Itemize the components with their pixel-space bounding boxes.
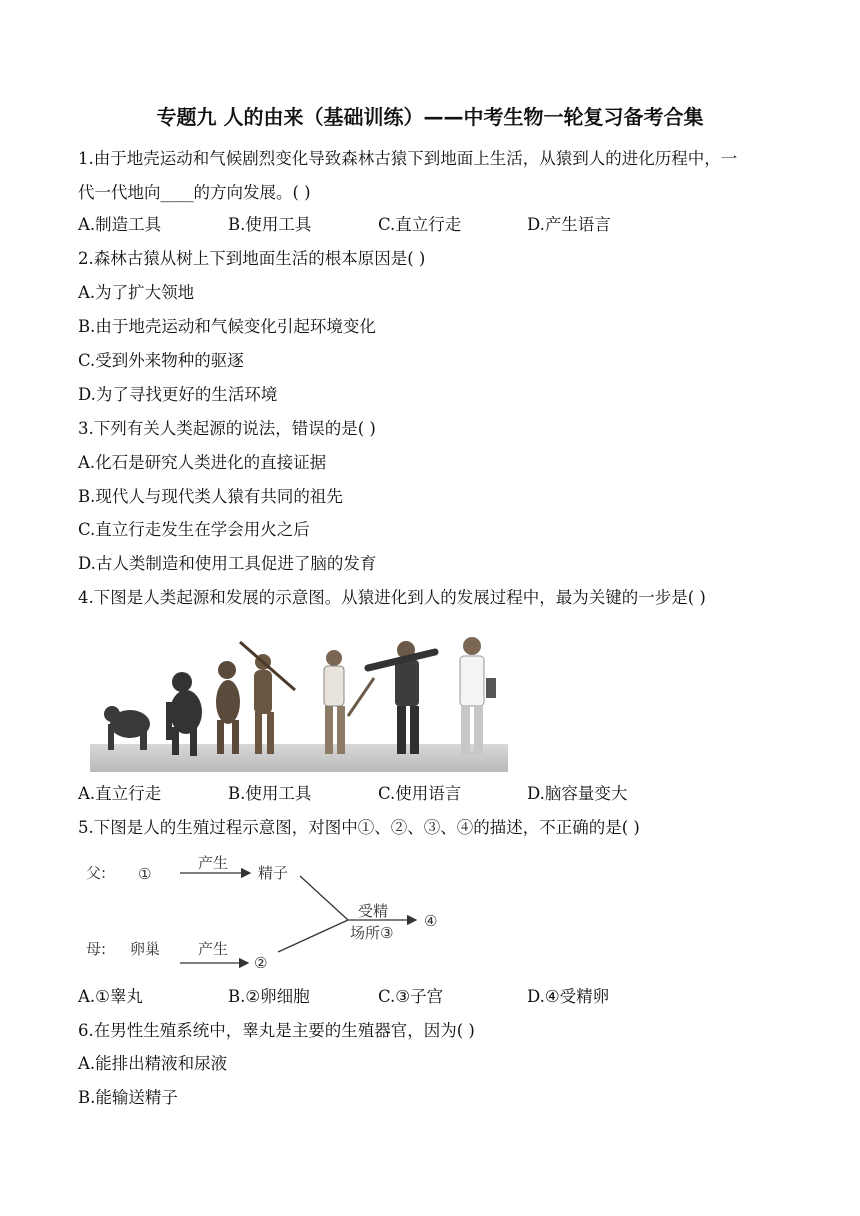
question-6-stem: 6.在男性生殖系统中，睾丸是主要的生殖器官，因为( ): [78, 1021, 475, 1040]
question-3-option-d: D.古人类制造和使用工具促进了脑的发育: [78, 554, 377, 573]
question-4-option-a: A.直立行走: [78, 784, 162, 803]
question-2-option-c: C.受到外来物种的驱逐: [78, 351, 244, 370]
question-3-option-c: C.直立行走发生在学会用火之后: [78, 520, 310, 539]
mother-label: 母:: [86, 940, 107, 958]
produce-label-top: 产生: [198, 854, 229, 872]
reproduction-diagram: [80, 850, 460, 975]
question-5-option-c: C.③子宫: [378, 987, 444, 1006]
father-label: 父:: [86, 864, 107, 882]
question-1-option-a: A.制造工具: [78, 215, 162, 234]
circle-two-label: ②: [254, 954, 268, 972]
question-4-option-c: C.使用语言: [378, 784, 462, 803]
question-4-stem: 4.下图是人类起源和发展的示意图。从猿进化到人的发展过程中，最为关键的一步是( ): [78, 588, 706, 607]
question-2-option-d: D.为了寻找更好的生活环境: [78, 385, 278, 404]
circle-one-label: ①: [138, 865, 152, 883]
question-5-option-d: D.④受精卵: [527, 987, 610, 1006]
question-2-option-a: A.为了扩大领地: [78, 283, 195, 302]
question-3-stem: 3.下列有关人类起源的说法，错误的是( ): [78, 419, 376, 438]
question-6-option-a: A.能排出精液和尿液: [78, 1054, 228, 1073]
question-2-option-b: B.由于地壳运动和气候变化引起环境变化: [78, 317, 376, 336]
question-4-option-d: D.脑容量变大: [527, 784, 628, 803]
site-label: 场所③: [350, 924, 394, 942]
fertilization-label: 受精: [358, 902, 389, 920]
question-5-option-a: A.①睾丸: [78, 987, 143, 1006]
question-3-option-b: B.现代人与现代类人猿有共同的祖先: [78, 487, 343, 506]
circle-four-label: ④: [424, 912, 438, 930]
question-5-option-b: B.②卵细胞: [228, 987, 310, 1006]
sperm-label: 精子: [258, 864, 289, 882]
question-6-option-b: B.能输送精子: [78, 1088, 178, 1107]
question-1-option-c: C.直立行走: [378, 215, 462, 234]
question-1-stem-line2: 代一代地向____的方向发展。( ): [78, 183, 311, 202]
evolution-illustration: [90, 632, 508, 772]
question-1-option-d: D.产生语言: [527, 215, 611, 234]
question-1-stem-line1: 1.由于地壳运动和气候剧烈变化导致森林古猿下到地面上生活，从猿到人的进化历程中，一: [78, 149, 738, 168]
question-4-option-b: B.使用工具: [228, 784, 312, 803]
question-5-stem: 5.下图是人的生殖过程示意图，对图中①、②、③、④的描述，不正确的是( ): [78, 818, 640, 837]
question-2-stem: 2.森林古猿从树上下到地面生活的根本原因是( ): [78, 249, 426, 268]
question-3-option-a: A.化石是研究人类进化的直接证据: [78, 453, 327, 472]
produce-label-bottom: 产生: [198, 940, 229, 958]
question-1-option-b: B.使用工具: [228, 215, 312, 234]
page-title: 专题九 人的由来（基础训练）——中考生物一轮复习备考合集: [156, 105, 704, 129]
ovary-label: 卵巢: [130, 940, 161, 958]
